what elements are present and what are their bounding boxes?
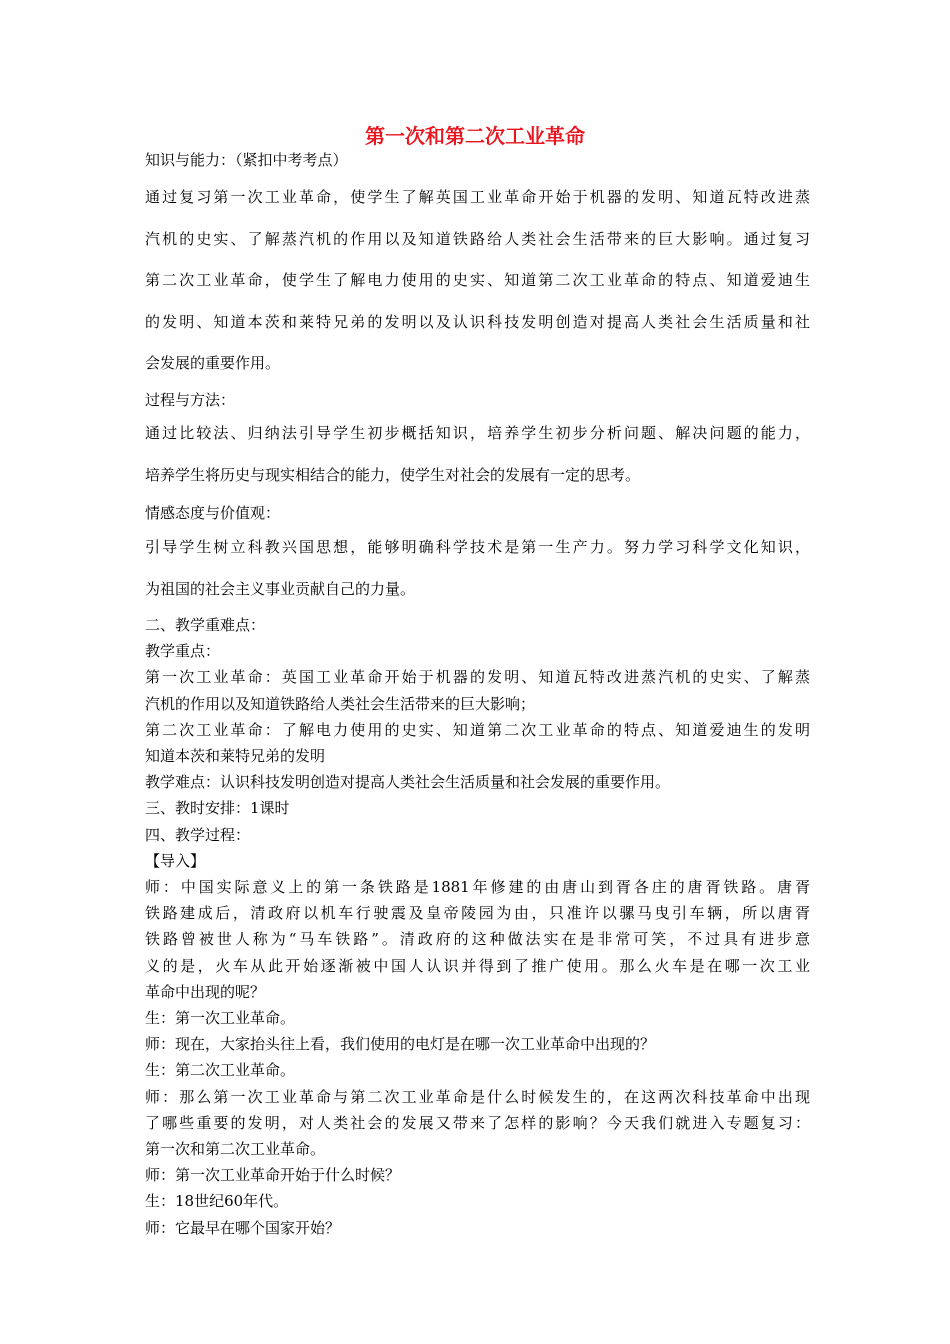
document-title: 第一次和第二次工业革命 [365, 124, 585, 148]
paragraph-line: 为祖国的社会主义事业贡献自己的力量。 [145, 579, 416, 598]
body-line: 教学难点：认识科技发明创造对提高人类社会生活质量和社会发展的重要作用。 [145, 773, 671, 792]
body-line: 师：中国实际意义上的第一条铁路是1881年修建的由唐山到胥各庄的唐胥铁路。唐胥 [145, 878, 810, 897]
process-heading: 过程与方法： [145, 391, 236, 409]
body-line: 生：第二次工业革命。 [145, 1061, 296, 1080]
body-line: 义的是，火车从此开始逐渐被中国人认识并得到了推广使用。那么火车是在哪一次工业 [145, 956, 810, 975]
section-heading: 四、教学过程： [145, 825, 251, 844]
paragraph-line: 第二次工业革命，使学生了解电力使用的史实、知道第二次工业革命的特点、知道爱迪生 [145, 271, 810, 289]
body-line: 生：第一次工业革命。 [145, 1009, 296, 1028]
body-line: 师：它最早在哪个国家开始？ [145, 1218, 341, 1237]
body-line: 汽机的作用以及知道铁路给人类社会生活带来的巨大影响； [145, 694, 536, 713]
process-paragraph [145, 413, 810, 496]
knowledge-heading: 知识与能力：（紧扣中考考点） [145, 151, 348, 169]
section-heading: 三、教时安排：1课时 [145, 799, 290, 818]
body-line: 知道本茨和莱特兄弟的发明 [145, 747, 326, 766]
body-line: 革命中出现的呢？ [145, 982, 266, 1001]
body-line: 师：第一次工业革命开始于什么时候？ [145, 1166, 401, 1185]
body-line: 师：现在，大家抬头往上看，我们使用的电灯是在哪一次工业革命中出现的？ [145, 1035, 656, 1054]
body-line: 教学重点： [145, 642, 221, 661]
paragraph-line: 通过比较法、归纳法引导学生初步概括知识，培养学生初步分析问题、解决问题的能力， [145, 424, 810, 442]
body-line: 【导入】 [145, 851, 206, 870]
paragraph-line: 的发明、知道本茨和莱特兄弟的发明以及认识科技发明创造对提高人类社会生活质量和社 [145, 312, 810, 331]
body-line: 铁路建成后，清政府以机车行驶震及皇帝陵园为由，只准许以骡马曳引车辆，所以唐胥 [145, 904, 810, 923]
body-line: 第一次工业革命：英国工业革命开始于机器的发明、知道瓦特改进蒸汽机的史实、了解蒸 [145, 668, 810, 687]
body-line: 第二次工业革命：了解电力使用的史实、知道第二次工业革命的特点、知道爱迪生的发明 [145, 720, 810, 739]
paragraph-line: 通过复习第一次工业革命，使学生了解英国工业革命开始于机器的发明、知道瓦特改进蒸 [145, 188, 810, 206]
emotion-paragraph [145, 527, 810, 610]
body-line: 铁路曾被世人称为“马车铁路”。清政府的这种做法实在是非常可笑，不过具有进步意 [145, 930, 810, 949]
knowledge-paragraph [145, 177, 810, 385]
body-line: 第一次和第二次工业革命。 [145, 1140, 326, 1159]
paragraph-line: 会发展的重要作用。 [145, 354, 281, 372]
emotion-heading: 情感态度与价值观： [145, 504, 281, 522]
body-line: 了哪些重要的发明，对人类社会的发展又带来了怎样的影响？今天我们就进入专题复习： [145, 1113, 810, 1132]
paragraph-line: 培养学生将历史与现实相结合的能力，使学生对社会的发展有一定的思考。 [145, 465, 641, 484]
paragraph-line: 引导学生树立科教兴国思想，能够明确科学技术是第一生产力。努力学习科学文化知识， [145, 538, 810, 556]
body-line: 生：18世纪60年代。 [145, 1192, 289, 1211]
section-heading: 二、教学重难点： [145, 616, 266, 634]
body-line: 师：那么第一次工业革命与第二次工业革命是什么时候发生的，在这两次科技革命中出现 [145, 1087, 810, 1106]
teaching-body [145, 612, 810, 1241]
paragraph-line: 汽机的史实、了解蒸汽机的作用以及知道铁路给人类社会生活带来的巨大影响。通过复习 [145, 229, 810, 248]
